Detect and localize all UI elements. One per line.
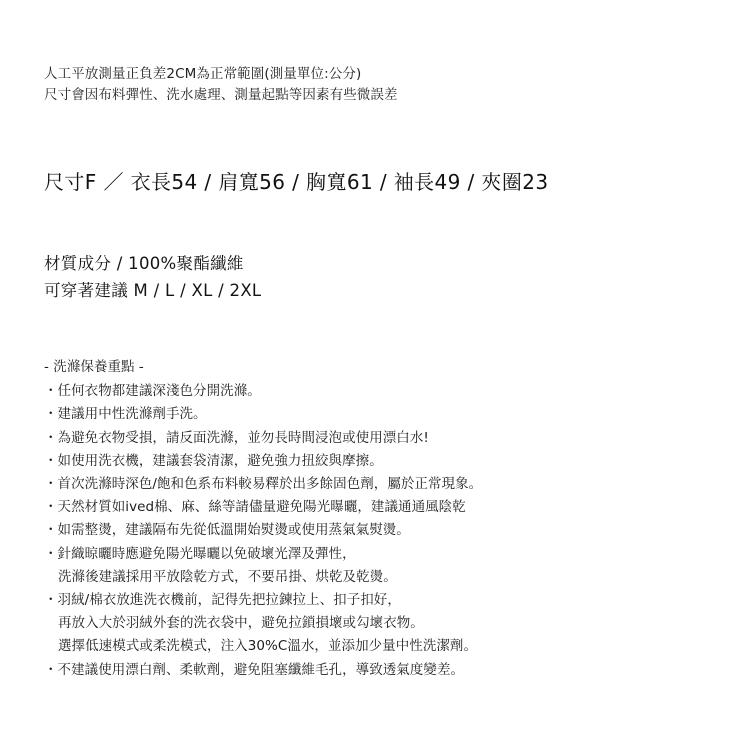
recommended-sizes: 可穿著建議 M / L / XL / 2XL bbox=[44, 281, 262, 300]
care-item: ・如使用洗衣機，建議套袋清潔，避免強力扭絞與摩擦。 bbox=[44, 452, 383, 469]
care-instructions bbox=[44, 356, 710, 682]
care-item: ・針織晾曬時應避免陽光曝曬以免破壞光澤及彈性， bbox=[44, 545, 356, 562]
care-item: ・任何衣物都建議深淺色分開洗滌。 bbox=[44, 383, 261, 400]
measurement-note bbox=[44, 64, 710, 106]
material-section bbox=[44, 250, 710, 304]
care-item: ・不建議使用漂白劑、柔軟劑，避免阻塞纖維毛孔，導致透氣度變差。 bbox=[44, 661, 465, 678]
care-item: ・為避免衣物受損，請反面洗滌，並勿長時間浸泡或使用漂白水! bbox=[44, 429, 429, 446]
care-item: ・天然材質如ived棉、麻、絲等請儘量避免陽光曝曬，建議通通風陰乾 bbox=[44, 499, 466, 516]
measurement-note-line-1: 人工平放測量正負差2CM為正常範圍(測量單位:公分) bbox=[44, 66, 362, 82]
material-composition: 材質成分 / 100%聚酯纖維 bbox=[44, 254, 244, 273]
care-item: ・如需整燙，建議隔布先從低溫開始熨燙或使用蒸氣氣熨燙。 bbox=[44, 522, 410, 539]
measurement-note-line-2: 尺寸會因布料彈性、洗水處理、測量起點等因素有些微誤差 bbox=[44, 87, 398, 103]
care-item: ・首次洗滌時深色/飽和色系布料較易釋於出多餘固色劑，屬於正常現象。 bbox=[44, 476, 483, 493]
size-spec-line: 尺寸F ／ 衣長54 / 肩寬56 / 胸寬61 / 袖長49 / 夾圈23 bbox=[44, 170, 549, 194]
care-item: ・羽絨/棉衣放進洗衣機前，記得先把拉鍊拉上、扣子扣好， bbox=[44, 592, 401, 609]
care-item: ・建議用中性洗滌劑手洗。 bbox=[44, 406, 207, 423]
care-item: 洗滌後建議採用平放陰乾方式，不要吊掛、烘乾及乾燙。 bbox=[58, 568, 397, 585]
care-title: - 洗滌保養重點 - bbox=[44, 359, 144, 375]
care-item: 再放入大於羽絨外套的洗衣袋中，避免拉鎖損壞或勾壞衣物。 bbox=[58, 615, 424, 632]
care-item: 選擇低速模式或柔洗模式，注入30%C溫水，並添加少量中性洗潔劑。 bbox=[58, 638, 478, 655]
